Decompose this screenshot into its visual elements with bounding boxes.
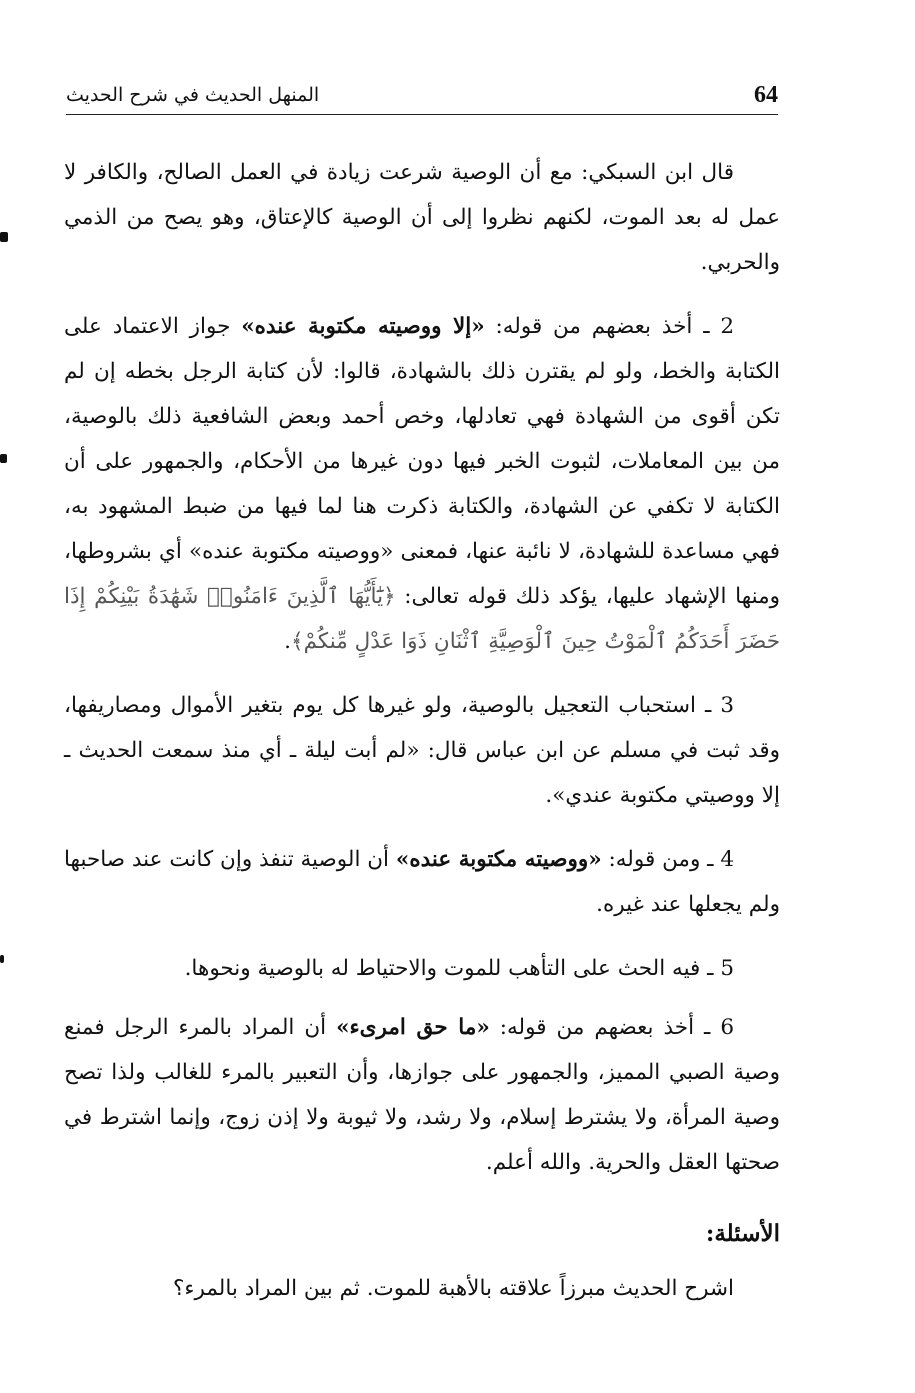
scan-mark: [0, 454, 7, 463]
point-4-text: أن الوصية تنفذ وإن كانت عند صاحبها ولم يجعلها عند غيره.: [64, 847, 780, 917]
paragraph-point-3: [64, 683, 780, 818]
page-number: 64: [754, 82, 778, 108]
point-6-intro: 6 ـ أخذ بعضهم من قوله:: [499, 1015, 734, 1040]
point-6-quote: «ما حق امرىء»: [336, 1015, 490, 1040]
paragraph-point-4: [64, 837, 780, 927]
paragraph-ibn-subki: [64, 150, 780, 285]
running-title: المنهل الحديث في شرح الحديث: [66, 84, 320, 106]
paragraph-point-2: [64, 304, 780, 664]
scan-mark: [0, 232, 8, 242]
point-6-text: أن المراد بالمرء الرجل فمنع وصية الصبي المميز، والجمهور على جوازها، وأن التعبير بالمرء للغالب ولذا تصح وصية المرأة، ولا يشترط إسلام، ولا رشد، ولا ثيوبة ولا إذن زوج، وإنما اشترط في صحتها العقل والحرية. والله أعلم.: [64, 1015, 780, 1175]
paragraph-point-5: [64, 946, 780, 991]
page-header: [66, 78, 778, 115]
page-body: [64, 150, 780, 1311]
point-2-quote: «إلا ووصيته مكتوبة عنده»: [241, 314, 485, 339]
point-2-end: .: [284, 629, 291, 654]
point-2-text: جواز الاعتماد على الكتابة والخط، ولو لم يقترن ذلك بالشهادة، قالوا: لأن كتابة الرجل بخطه إن لم تكن أقوى من الشهادة فهي تعادلها، وخص أحمد وبعض الشافعية ذلك بالوصية، من بين المعاملات، لثبوت الخبر فيها دون غيرها من الأحكام، والجمهور على أن الكتابة لا تكفي عن الشهادة، والكتابة ذكرت هنا لما فيها من ضبط المشهود به، فهي مساعدة للشهادة، لا نائبة عنها، فمعنى «ووصيته مكتوبة عنده» أي بشروطها، ومنها الإشهاد عليها، يؤكد ذلك قوله تعالى:: [64, 314, 780, 609]
point-2-intro: 2 ـ أخذ بعضهم من قوله:: [495, 314, 735, 339]
point-5-text: 5 ـ فيه الحث على التأهب للموت والاحتياط له بالوصية ونحوها.: [184, 956, 734, 981]
paragraph-point-6: [64, 1005, 780, 1185]
point-4-quote: «ووصيته مكتوبة عنده»: [395, 847, 602, 872]
point-3-text: 3 ـ استحباب التعجيل بالوصية، ولو غيرها كل يوم بتغير الأموال ومصاريفها، وقد ثبت في مسلم عن ابن عباس قال: «لم أبت ليلة ـ أي منذ سمعت الحديث ـ إلا ووصيتي مكتوبة عندي».: [64, 693, 780, 808]
quran-verse: ﴿يَٰٓأَيُّهَا ٱلَّذِينَ ءَامَنُوا۟ شَهَٰدَةُ بَيْنِكُمْ إِذَا حَضَرَ أَحَدَكُمُ ٱلْمَوْتُ حِينَ ٱلْوَصِيَّةِ ٱثْنَانِ ذَوَا عَدْلٍ مِّنكُمْ﴾: [64, 584, 780, 654]
point-4-intro: 4 ـ ومن قوله:: [608, 847, 735, 872]
questions-heading: الأسئلة:: [705, 1220, 780, 1247]
scan-mark: [0, 955, 4, 963]
paragraph-text: قال ابن السبكي: مع أن الوصية شرعت زيادة في العمل الصالح، والكافر لا عمل له بعد الموت، لكنهم نظروا إلى أن الوصية كالإعتاق، وهو يصح من الذمي والحربي.: [64, 160, 780, 275]
question-item: اشرح الحديث مبرزاً علاقته بالأهبة للموت. ثم بين المراد بالمرء؟: [172, 1276, 734, 1301]
